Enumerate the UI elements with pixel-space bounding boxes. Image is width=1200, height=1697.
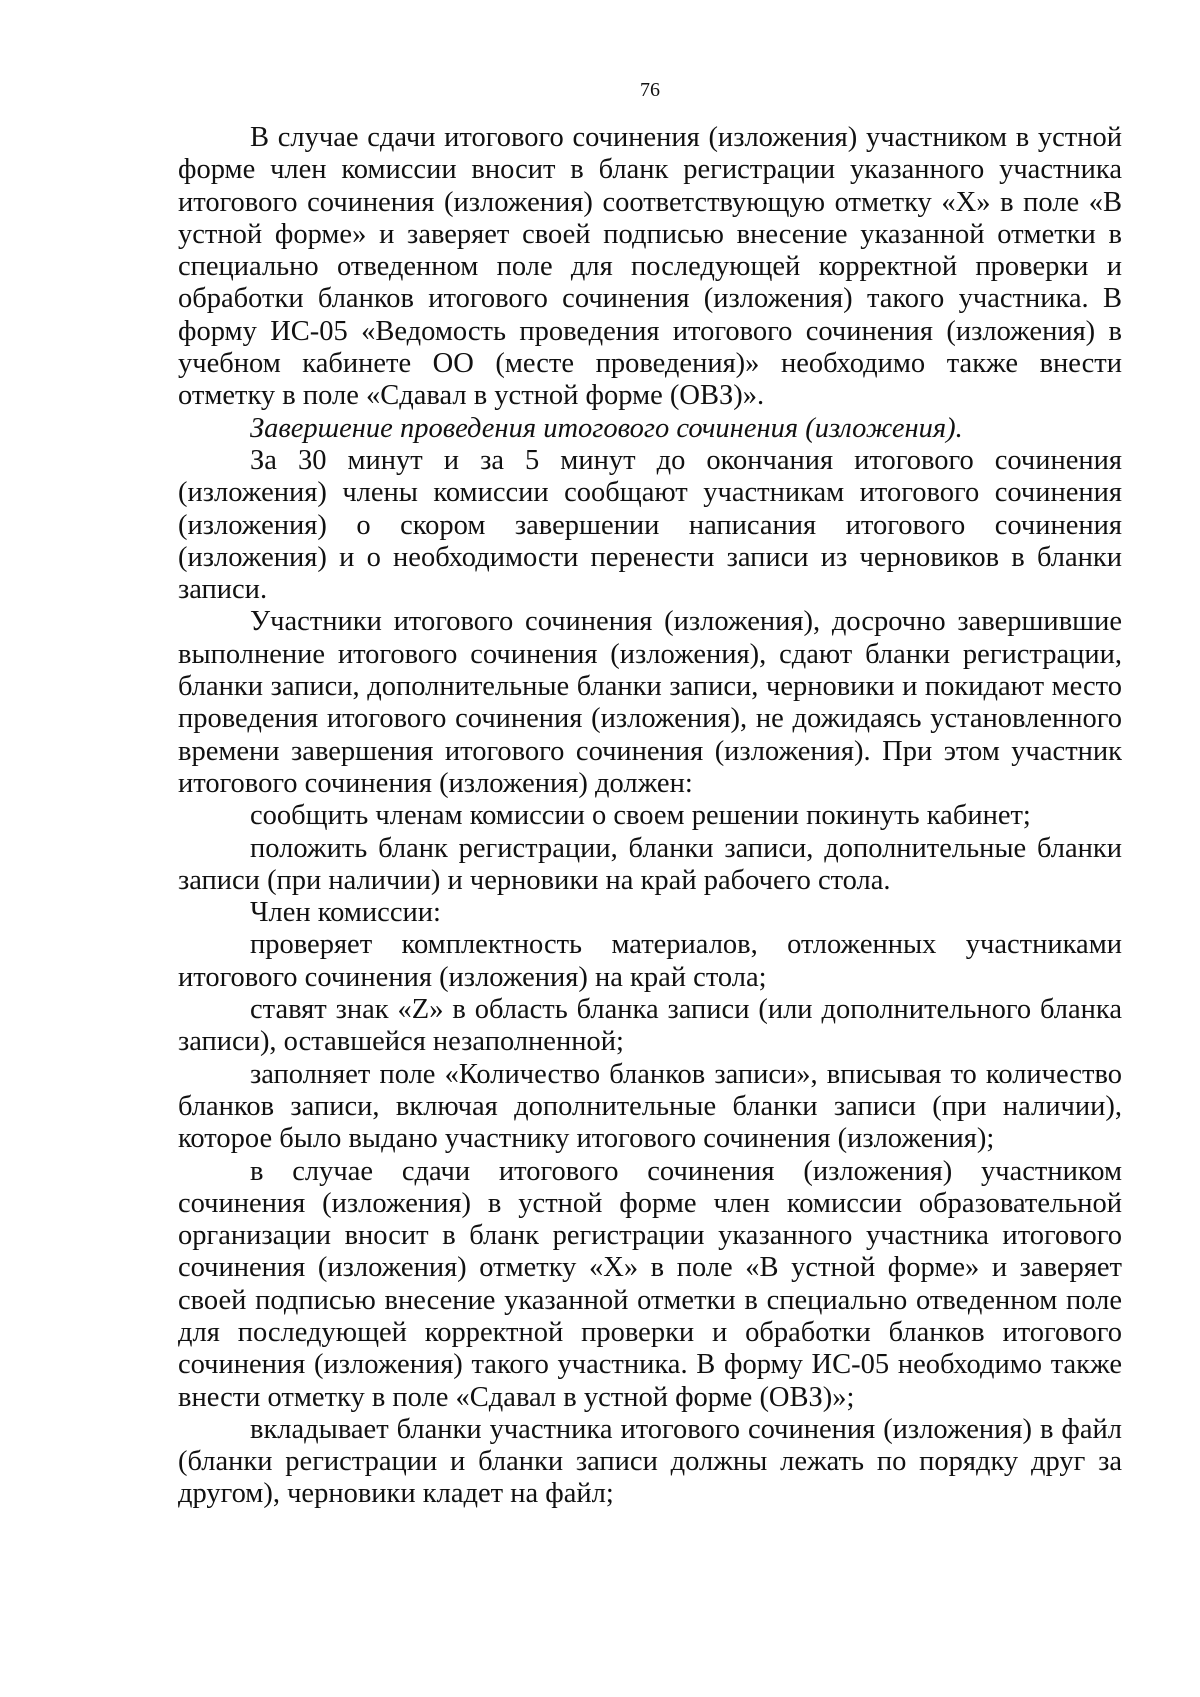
paragraph-oral-form-note: В случае сдачи итогового сочинения (изложения) участником в устной форме член комиссии вносит в бланк регистрации указанного участника итогового сочинения (изложения) соответствующую отметку «Х» в поле «В устной форме» и заверяет своей подписью внесение указанной отметки в специально отведенном поле для последующей корректной проверки и обработки бланков итогового сочинения (изложения) такого участника. В форму ИС-05 «Ведомость проведения итогового сочинения (изложения) в учебном кабинете ОО (месте проведения)» необходимо также внести отметку в поле «Сдавал в устной форме (ОВЗ)». — [178, 122, 1122, 412]
page-number: 76 — [640, 79, 660, 101]
list-item-file-forms: вкладывает бланки участника итогового сочинения (изложения) в файл (бланки регистрации и бланки записи должны лежать по порядку друг за другом), черновики кладет на файл; — [178, 1413, 1122, 1510]
list-item-check-completeness: проверяет комплектность материалов, отложенных участниками итогового сочинения (изложения) на край стола; — [178, 929, 1122, 993]
list-item-z-mark: ставят знак «Z» в область бланка записи (или дополнительного бланка записи), оставшейся незаполненной; — [178, 994, 1122, 1058]
paragraph-commission-member: Член комиссии: — [250, 897, 441, 929]
section-heading-completion: Завершение проведения итогового сочинения (изложения). — [250, 412, 963, 444]
list-item-oral-form: в случае сдачи итогового сочинения (изложения) участником сочинения (изложения) в устной форме член комиссии образовательной организации вносит в бланк регистрации указанного участника итогового сочинения (изложения) отметку «Х» в поле «В устной форме» и заверяет своей подписью внесение указанной отметки в специально отведенном поле для последующей корректной проверки и обработки бланков итогового сочинения (изложения) такого участника. В форму ИС-05 необходимо также внести отметку в поле «Сдавал в устной форме (ОВЗ)»; — [178, 1155, 1122, 1413]
paragraph-time-warning: За 30 минут и за 5 минут до окончания итогового сочинения (изложения) члены комиссии сообщают участникам итогового сочинения (изложения) о скором завершении написания итогового сочинения (изложения) и о необходимости перенести записи из черновиков в бланки записи. — [178, 444, 1122, 606]
paragraph-early-finish: Участники итогового сочинения (изложения), досрочно завершившие выполнение итогового сочинения (изложения), сдают бланки регистрации, бланки записи, дополнительные бланки записи, черновики и покидают место проведения итогового сочинения (изложения), не дожидаясь установленного времени завершения итогового сочинения (изложения). При этом участник итогового сочинения (изложения) должен: — [178, 606, 1122, 799]
document-page — [178, 80, 1122, 1511]
list-item-place-forms: положить бланк регистрации, бланки записи, дополнительные бланки записи (при наличии) и черновики на край рабочего стола. — [178, 832, 1122, 896]
list-item-inform-commission: сообщить членам комиссии о своем решении покинуть кабинет; — [250, 800, 1031, 832]
list-item-form-count: заполняет поле «Количество бланков записи», вписывая то количество бланков записи, включая дополнительные бланки записи (при наличии), которое было выдано участнику итогового сочинения (изложения); — [178, 1058, 1122, 1155]
